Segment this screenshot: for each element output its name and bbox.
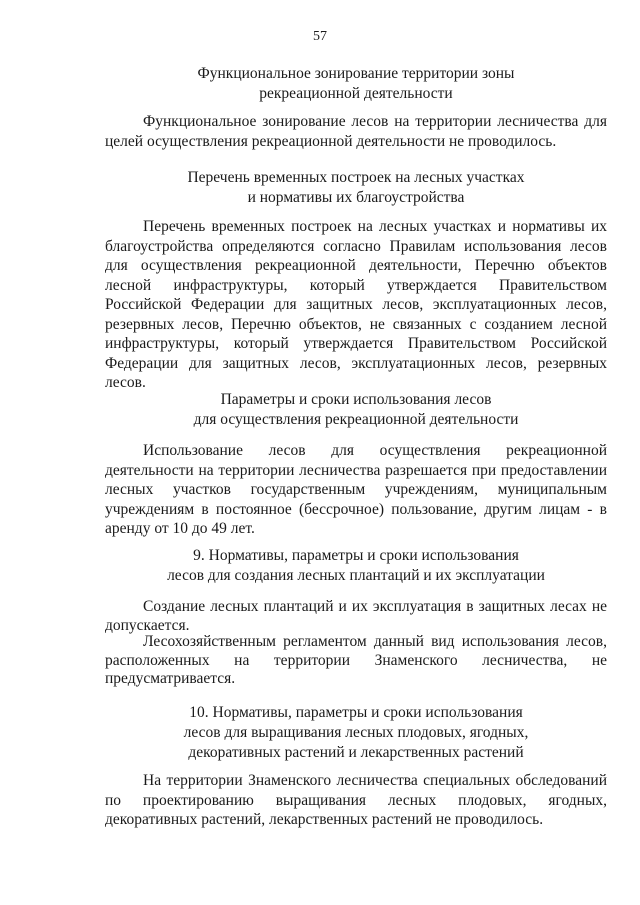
section-heading-recreational-zoning (105, 64, 607, 104)
section-heading-forest-plantations (105, 546, 607, 586)
paragraph-recreation-use: Использование лесов для осуществления рекреационной деятельности на территории лесничества разрешается при предоставлении лесных участков государственным учреждениям, муниципальным учреждениям в постоянное (бессрочное) пользование, другим лицам - в аренду от 10 до 49 лет. (105, 442, 607, 537)
heading-line: Параметры и сроки использования лесов (220, 391, 492, 408)
heading-line: Перечень временных построек на лесных участках (187, 169, 525, 186)
paragraph-fruit-berry-surveys: На территории Знаменского лесничества специальных обследований по проектированию выращивания лесных плодовых, ягодных, декоративных растений, лекарственных растений не проводилось. (105, 772, 607, 828)
paragraph-plantations-regulation: Лесохозяйственным регламентом данный вид использования лесов, расположенных на территории Знаменского лесничества, не предусматривается. (105, 633, 607, 687)
heading-line: декоративных растений и лекарственных растений (188, 744, 524, 761)
page-number: 57 (313, 29, 327, 44)
heading-line: лесов для выращивания лесных плодовых, ягодных, (183, 724, 529, 741)
paragraph-temporary-buildings: Перечень временных построек на лесных участках и нормативы их благоустройства определяются согласно Правилам использования лесов для осуществления рекреационной деятельности, Перечню объектов лесной инфраструктуры, который утверждается Правительством Российской Федерации для защитных лесов, эксплуатационных лесов, резервных лесов, Перечню объектов, не связанных с созданием лесной инфраструктуры, который утверждается Правительством Российской Федерации для защитных лесов, эксплуатационных лесов, резервных лесов. (105, 218, 607, 391)
heading-line: и нормативы их благоустройства (247, 189, 465, 206)
paragraph-plantations-protective: Создание лесных плантаций и их эксплуатация в защитных лесах не допускается. (105, 598, 607, 634)
heading-line: лесов для создания лесных плантаций и их эксплуатации (167, 567, 545, 584)
heading-line: 10. Нормативы, параметры и сроки использования (189, 704, 523, 721)
section-heading-temporary-buildings (105, 168, 607, 208)
heading-line: 9. Нормативы, параметры и сроки использования (193, 547, 519, 564)
heading-line: для осуществления рекреационной деятельности (193, 411, 519, 428)
heading-line: рекреационной деятельности (259, 85, 453, 102)
paragraph-zoning: Функциональное зонирование лесов на территории лесничества для целей осуществления рекреационной деятельности не проводилось. (105, 113, 607, 150)
section-heading-recreation-parameters (105, 390, 607, 430)
section-heading-fruit-berry-plants (105, 703, 607, 763)
heading-line: Функциональное зонирование территории зоны (197, 65, 515, 82)
